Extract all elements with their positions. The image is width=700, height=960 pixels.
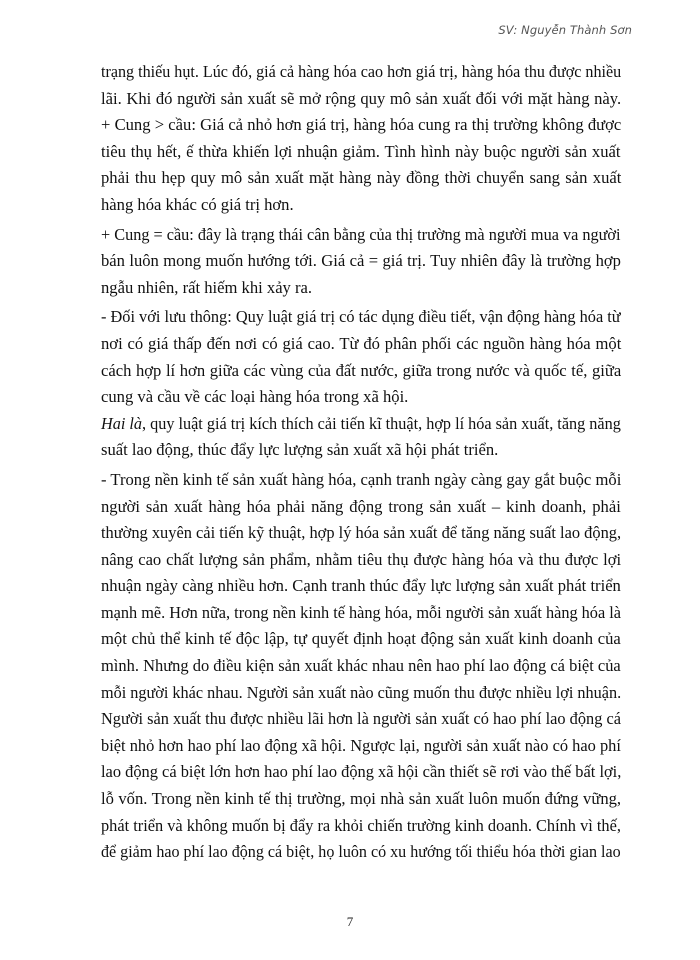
text-line: nâng cao chất lượng sản phẩm, nhằm tiêu thụ được hàng hóa và thu được lợi (101, 549, 622, 569)
text-line: nhuận ngày càng nhiều hơn. Cạnh tranh thúc đẩy lực lượng sản xuất phát triển (101, 576, 621, 596)
text-line: trạng thiếu hụt. Lúc đó, giá cả hàng hóa cao hơn giá trị, hàng hóa thu được nhiều (101, 62, 622, 81)
text-line: + Cung = cầu: đây là trạng thái cân bằng của thị trường mà người mua va người (101, 224, 621, 244)
text-line: biệt nhỏ hơn hao phí lao động xã hội. Ngược lại, người sản xuất nào có hao phí (101, 735, 621, 755)
text-line: lỗ vốn. Trong nền kinh tế thị trường, mọi nhà sản xuất luôn muốn đứng vững, (101, 789, 622, 809)
text-line: cách hợp lí hơn giữa các vùng của đất nước, giữa trong nước và quốc tế, giữa (101, 360, 622, 380)
text-line: lãi. Khi đó người sản xuất sẽ mở rộng quy mô sản xuất đối với mặt hàng này. (101, 88, 622, 108)
document-body (101, 59, 621, 866)
page-number: 7 (346, 914, 354, 929)
text-line: người sản xuất hàng hóa phải năng động trong sản xuất – kinh doanh, phải (101, 496, 621, 516)
text-line: mỗi người khác nhau. Người sản xuất nào cũng muốn thu được nhiều lợi nhuận. (101, 682, 622, 702)
text-line: để giảm hao phí lao động cá biệt, họ luôn có xu hướng tối thiểu hóa thời gian lao (101, 842, 621, 862)
text-line: hàng hóa khác có giá trị hơn. (101, 194, 294, 214)
page-header-author: SV: Nguyễn Thành Sơn (498, 23, 632, 37)
text-line: - Đối với lưu thông: Quy luật giá trị có tác dụng điều tiết, vận động hàng hóa từ (101, 307, 621, 327)
text-line: - Trong nền kinh tế sản xuất hàng hóa, cạnh tranh ngày càng gay gắt buộc mỗi (101, 469, 622, 489)
text-line: mạnh mẽ. Hơn nữa, trong nền kinh tế hàng hóa, mỗi người sản xuất hàng hóa là (101, 602, 621, 622)
text-line: Người sản xuất thu được nhiều lãi hơn là người sản xuất có hao phí lao động cá (101, 709, 621, 729)
text-line: một chủ thể kinh tế độc lập, tự quyết định hoạt động sản xuất kinh doanh của (101, 629, 621, 649)
text-line: cung và cầu về các loại hàng hóa trong xã hội. (101, 387, 409, 407)
text-line: tiêu thụ hết, ế thừa khiến lợi nhuận giảm. Tình hình này buộc người sản xuất (101, 141, 621, 161)
text-line: nơi có giá thấp đến nơi có giá cao. Từ đó phân phối các nguồn hàng hóa một (101, 333, 622, 353)
text-line: ngẫu nhiên, rất hiếm khi xảy ra. (101, 277, 313, 297)
text-line: mình. Nhưng do điều kiện sản xuất khác nhau nên hao phí lao động cá biệt của (101, 656, 621, 676)
text-line: suất lao động, thúc đẩy lực lượng sản xuất xã hội phát triển. (101, 440, 499, 460)
text-line: phải thu hẹp quy mô sản xuất mặt hàng này đồng thời chuyển sang sản xuất (101, 168, 622, 188)
text-line: phát triển và không muốn bị đẩy ra khỏi chiến trường kinh doanh. Chính vì thế, (101, 815, 621, 835)
hai-la-lead: Hai là (101, 413, 143, 433)
text-line: bán luôn mong muốn hướng tới. Giá cả = giá trị. Tuy nhiên đây là trường hợp (101, 251, 621, 271)
hai-la-line (101, 411, 621, 438)
text-line: + Cung > cầu: Giá cả nhỏ hơn giá trị, hàng hóa cung ra thị trường không được (101, 115, 622, 135)
text-line: lao động cá biệt lớn hơn hao phí lao động xã hội cần thiết sẽ rơi vào thế bất lợi, (101, 762, 622, 782)
text-line: thường xuyên cải tiến kỹ thuật, hợp lý hóa sản xuất để tăng năng suất lao động, (101, 523, 622, 543)
hai-la-rest: , quy luật giá trị kích thích cải tiến kĩ thuật, hợp lí hóa sản xuất, tăng năng (142, 413, 621, 433)
